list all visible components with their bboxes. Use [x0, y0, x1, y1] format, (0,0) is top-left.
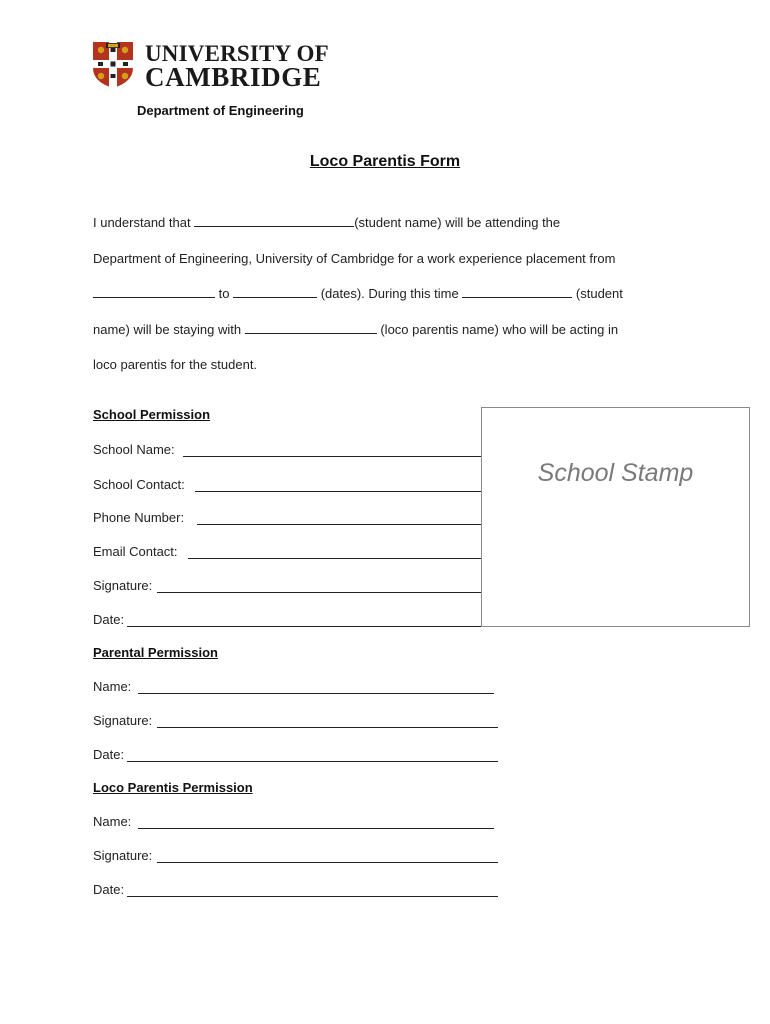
parent-name-field: [93, 678, 494, 694]
loco-date-label: Date:: [93, 882, 125, 897]
school-stamp-box: [481, 407, 750, 627]
parent-name-label: Name:: [93, 679, 132, 694]
phone-number-label: Phone Number:: [93, 510, 185, 525]
parent-date-input[interactable]: [127, 761, 498, 762]
school-date-label: Date:: [93, 612, 125, 627]
school-name-field: [93, 441, 481, 457]
parent-signature-input[interactable]: [157, 727, 498, 728]
statement-text: loco parentis for the student.: [93, 357, 258, 372]
parent-signature-field: [93, 712, 498, 728]
school-date-input[interactable]: [127, 626, 481, 627]
email-contact-label: Email Contact:: [93, 544, 178, 559]
loco-signature-label: Signature:: [93, 848, 153, 863]
phone-number-field: [93, 509, 481, 525]
start-date-blank[interactable]: [93, 284, 215, 298]
loco-parentis-permission-heading: Loco Parentis Permission: [93, 780, 253, 795]
parent-signature-label: Signature:: [93, 713, 153, 728]
parent-date-label: Date:: [93, 747, 125, 762]
student-name-blank-2[interactable]: [462, 284, 572, 298]
school-contact-input[interactable]: [195, 491, 481, 492]
statement-text: I understand that: [93, 215, 195, 230]
school-permission-heading: School Permission: [93, 407, 211, 422]
school-contact-field: [93, 476, 481, 492]
student-name-blank[interactable]: [194, 213, 354, 227]
department-name: Department of Engineering: [137, 103, 304, 118]
school-stamp-label: School Stamp: [537, 459, 694, 487]
school-signature-field: [93, 577, 481, 593]
school-signature-label: Signature:: [93, 578, 153, 593]
statement-text: Department of Engineering, University of Cambridge for a work experience placement from: [93, 250, 616, 266]
parental-permission-heading: Parental Permission: [93, 645, 218, 660]
school-name-input[interactable]: [183, 456, 481, 457]
statement-text: (loco parentis name) who will be acting in: [376, 321, 619, 337]
phone-number-input[interactable]: [197, 524, 481, 525]
school-date-field: [93, 611, 481, 627]
statement-text: (student name) will be attending the: [354, 215, 561, 230]
loco-date-field: [93, 881, 498, 897]
logo-text-line2: CAMBRIDGE: [145, 62, 322, 92]
email-contact-field: [93, 543, 481, 559]
form-title: Loco Parentis Form: [309, 153, 461, 170]
loco-signature-field: [93, 847, 498, 863]
school-name-label: School Name:: [93, 442, 175, 457]
email-contact-input[interactable]: [188, 558, 481, 559]
statement-text: to: [215, 286, 234, 301]
loco-name-label: Name:: [93, 814, 132, 829]
cambridge-crest-icon: [93, 42, 133, 88]
loco-signature-input[interactable]: [157, 862, 498, 863]
loco-name-input[interactable]: [138, 828, 494, 829]
loco-parentis-name-blank[interactable]: [245, 320, 377, 334]
school-contact-label: School Contact:: [93, 477, 185, 492]
university-logo: [93, 42, 333, 92]
loco-name-field: [93, 813, 494, 829]
loco-date-input[interactable]: [127, 896, 498, 897]
parent-name-input[interactable]: [138, 693, 494, 694]
statement-text: (student: [572, 286, 623, 301]
logo-text-line1: UNIVERSITY OF: [145, 41, 329, 66]
statement-text: (dates). During this time: [317, 286, 463, 301]
school-signature-input[interactable]: [157, 592, 481, 593]
statement-paragraph: [93, 205, 683, 383]
parent-date-field: [93, 746, 498, 762]
statement-text: name) will be staying with: [93, 321, 245, 337]
end-date-blank[interactable]: [233, 284, 317, 298]
